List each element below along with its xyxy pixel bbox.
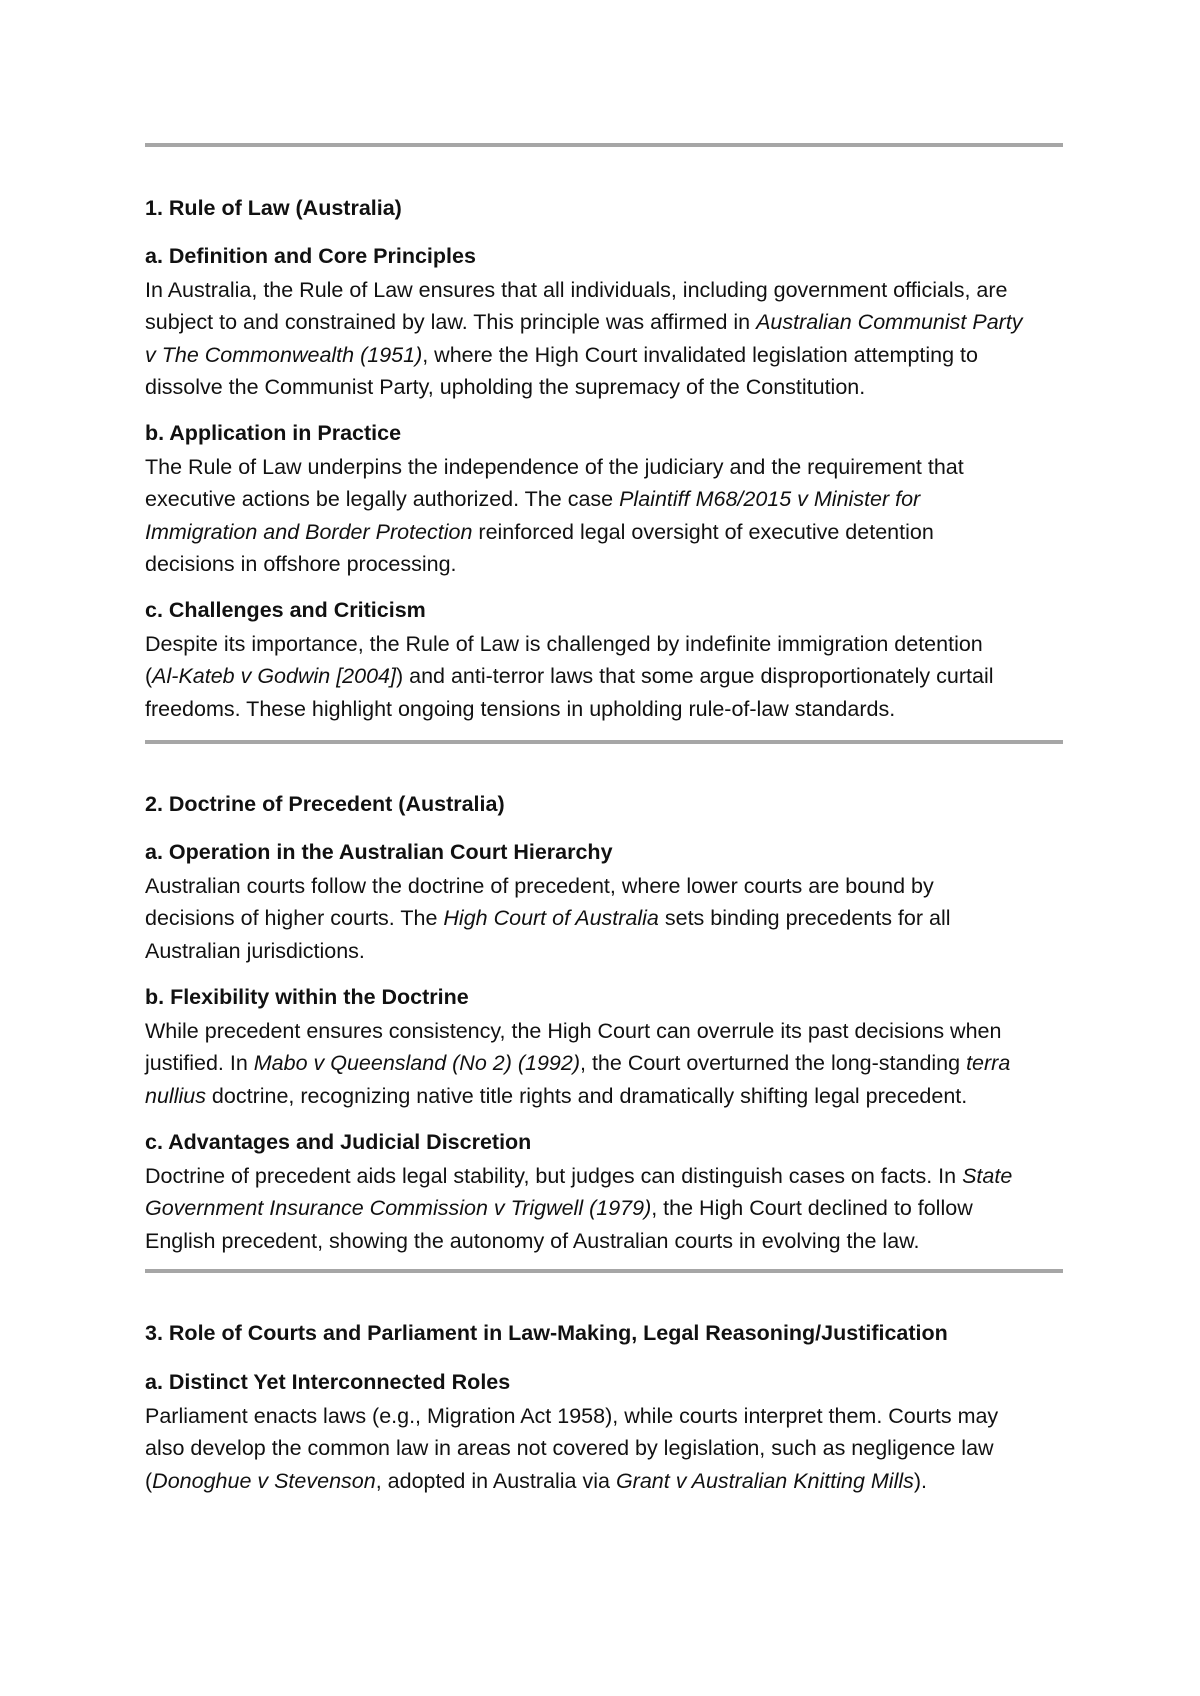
case-citation-text: v The Commonwealth (1951) bbox=[145, 342, 423, 367]
body-text: ) and anti-terror laws that some argue disproportionately curtail bbox=[395, 664, 994, 689]
paragraph-line bbox=[145, 902, 1063, 934]
paragraph-line bbox=[145, 451, 1063, 483]
body-text: Australian jurisdictions. bbox=[145, 938, 365, 963]
body-text: reinforced legal oversight of executive detention bbox=[472, 519, 934, 544]
body-text: English precedent, showing the autonomy of Australian courts in evolving the law. bbox=[145, 1228, 920, 1253]
body-text: ( bbox=[145, 664, 153, 689]
body-text: subject to and constrained by law. This principle was affirmed in bbox=[145, 310, 757, 335]
paragraph-line bbox=[145, 693, 1063, 725]
paragraph-line bbox=[145, 1015, 1063, 1047]
case-citation-text: Australian Communist Party bbox=[756, 310, 1023, 335]
subsection-heading: b. Flexibility within the Doctrine bbox=[145, 985, 469, 1009]
paragraph bbox=[145, 274, 1063, 403]
paragraph-line bbox=[145, 1160, 1063, 1192]
body-text: While precedent ensures consistency, the High Court can overrule its past decisions when bbox=[145, 1019, 1002, 1043]
paragraph-line bbox=[145, 1225, 1063, 1257]
subsection-heading: a. Operation in the Australian Court Hierarchy bbox=[145, 840, 613, 864]
case-citation-text: High Court of Australia bbox=[443, 906, 659, 931]
paragraph-line bbox=[145, 483, 1063, 515]
paragraph bbox=[145, 628, 1063, 725]
horizontal-rule bbox=[145, 740, 1063, 744]
paragraph-line bbox=[145, 1432, 1063, 1464]
body-text: ( bbox=[145, 1468, 153, 1493]
body-text: also develop the common law in areas not covered by legislation, such as negligence law bbox=[145, 1436, 994, 1461]
case-citation-text: Mabo v Queensland (No 2) (1992) bbox=[253, 1051, 581, 1076]
body-text: The Rule of Law underpins the independence of the judiciary and the requirement that bbox=[145, 455, 964, 479]
case-citation-text: Immigration and Border Protection bbox=[145, 519, 473, 544]
body-text: justified. In bbox=[145, 1051, 254, 1076]
body-text: , where the High Court invalidated legislation attempting to bbox=[422, 342, 978, 367]
case-citation-text: Donoghue v Stevenson bbox=[152, 1468, 376, 1493]
section-heading: 2. Doctrine of Precedent (Australia) bbox=[145, 792, 505, 816]
body-text: Australian courts follow the doctrine of precedent, where lower courts are bound by bbox=[145, 874, 934, 898]
case-citation-text: Plaintiff M68/2015 v Minister for bbox=[619, 487, 921, 512]
case-citation-text: Grant v Australian Knitting Mills bbox=[615, 1468, 914, 1493]
body-text: decisions in offshore processing. bbox=[145, 551, 457, 576]
body-text: In Australia, the Rule of Law ensures that all individuals, including government officials, are bbox=[145, 278, 1008, 302]
subsection-heading: c. Challenges and Criticism bbox=[145, 598, 426, 622]
paragraph-line bbox=[145, 371, 1063, 403]
subsection-heading: b. Application in Practice bbox=[145, 421, 402, 445]
paragraph-line bbox=[145, 306, 1063, 338]
horizontal-rule bbox=[145, 1269, 1063, 1273]
paragraph-line bbox=[145, 1400, 1063, 1432]
section-heading: 3. Role of Courts and Parliament in Law-Making, Legal Reasoning/Justification bbox=[145, 1321, 948, 1345]
subsection-heading: c. Advantages and Judicial Discretion bbox=[145, 1130, 532, 1154]
paragraph-line bbox=[145, 339, 1063, 371]
subsection-heading: a. Distinct Yet Interconnected Roles bbox=[145, 1370, 511, 1394]
body-text: Despite its importance, the Rule of Law is challenged by indefinite immigration detention bbox=[145, 632, 983, 656]
horizontal-rule bbox=[145, 143, 1063, 147]
body-text: Parliament enacts laws (e.g., Migration Act 1958), while courts interpret them. Courts may bbox=[145, 1404, 999, 1428]
paragraph bbox=[145, 1160, 1063, 1257]
section-heading: 1. Rule of Law (Australia) bbox=[145, 196, 402, 220]
paragraph bbox=[145, 1400, 1063, 1497]
paragraph-line bbox=[145, 1047, 1063, 1079]
body-text: dissolve the Communist Party, upholding the supremacy of the Constitution. bbox=[145, 374, 866, 399]
paragraph bbox=[145, 451, 1063, 580]
paragraph-line bbox=[145, 1080, 1063, 1112]
body-text: Doctrine of precedent aids legal stability, but judges can distinguish cases on facts. In bbox=[145, 1164, 963, 1188]
body-text: , the Court overturned the long-standing bbox=[580, 1051, 967, 1076]
case-citation-text: State bbox=[962, 1164, 1013, 1188]
paragraph-line bbox=[145, 1192, 1063, 1224]
case-citation-text: Al-Kateb v Godwin [2004] bbox=[152, 664, 396, 689]
paragraph-line bbox=[145, 1465, 1063, 1497]
paragraph bbox=[145, 1015, 1063, 1112]
subsection-heading: a. Definition and Core Principles bbox=[145, 244, 476, 268]
body-text: sets binding precedents for all bbox=[658, 906, 951, 931]
case-citation-text: nullius bbox=[145, 1083, 206, 1108]
body-text: decisions of higher courts. The bbox=[145, 906, 444, 931]
paragraph-line bbox=[145, 628, 1063, 660]
body-text: executive actions be legally authorized. The case bbox=[145, 487, 620, 512]
body-text: freedoms. These highlight ongoing tensions in upholding rule-of-law standards. bbox=[145, 696, 896, 721]
paragraph-line bbox=[145, 870, 1063, 902]
paragraph-line bbox=[145, 516, 1063, 548]
case-citation-text: Government Insurance Commission v Trigwell (1979) bbox=[145, 1196, 652, 1221]
body-text: , the High Court declined to follow bbox=[651, 1196, 973, 1221]
paragraph-line bbox=[145, 935, 1063, 967]
body-text: , adopted in Australia via bbox=[375, 1468, 616, 1493]
paragraph-line bbox=[145, 660, 1063, 692]
paragraph-line bbox=[145, 274, 1063, 306]
body-text: doctrine, recognizing native title rights and dramatically shifting legal precedent. bbox=[205, 1083, 968, 1108]
case-citation-text: terra bbox=[966, 1051, 1011, 1076]
paragraph-line bbox=[145, 548, 1063, 580]
paragraph bbox=[145, 870, 1063, 967]
body-text: ). bbox=[913, 1468, 928, 1493]
